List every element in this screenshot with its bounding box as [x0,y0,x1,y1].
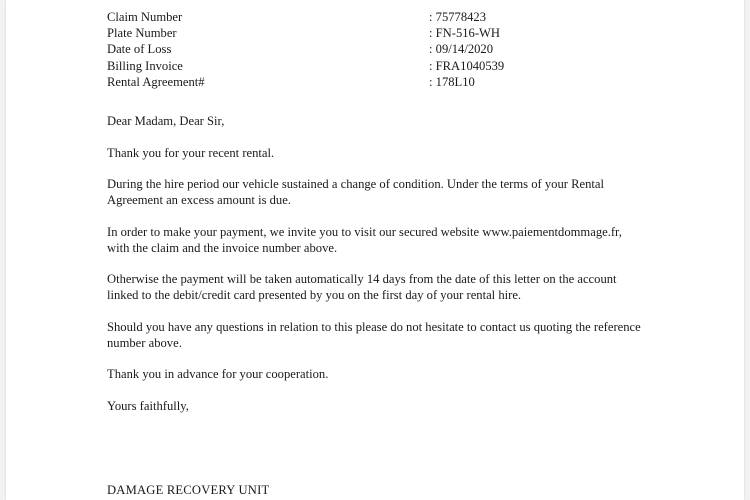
paragraph-cooperation: Thank you in advance for your cooperation. [107,367,329,381]
paragraph-questions: Should you have any questions in relation to this please do not hesitate to contact us quoting the reference number above. [107,319,641,350]
claim-number-row [107,9,627,25]
billing-invoice-row [107,58,627,74]
paragraph-payment-website: In order to make your payment, we invite you to visit our secured website www.paiementdommage.fr, with the claim and the invoice number above. [107,224,622,255]
plate-number-label: Plate Number [107,26,177,41]
billing-invoice-label: Billing Invoice [107,58,183,73]
paragraph-condition: During the hire period our vehicle sustained a change of condition. Under the terms of your Rental Agreement an excess amount is due. [107,177,604,207]
plate-number-row [107,25,627,41]
date-of-loss-row [107,41,627,57]
letter-body [107,113,647,429]
claim-number-value: : 75778423 [429,10,487,24]
signature: DAMAGE RECOVERY UNIT [107,483,270,497]
paragraph-automatic-payment: Otherwise the payment will be taken automatically 14 days from the date of this letter on the account linked to the debit/credit card presented by you on the first day of your rental hire. [107,272,617,302]
letter-page [6,0,744,500]
reference-details [107,9,627,90]
rental-agreement-row [107,74,627,90]
closing: Yours faithfully, [107,398,189,413]
plate-number-value: : FN-516-WH [429,26,501,41]
date-of-loss-value: : 09/14/2020 [429,42,494,57]
paragraph-thanks: Thank you for your recent rental. [107,145,275,160]
rental-agreement-label: Rental Agreement# [107,74,205,89]
billing-invoice-value: : FRA1040539 [429,58,505,73]
salutation: Dear Madam, Dear Sir, [107,114,225,128]
rental-agreement-value: : 178L10 [429,74,475,89]
claim-number-label: Claim Number [107,10,183,24]
date-of-loss-label: Date of Loss [107,42,172,57]
